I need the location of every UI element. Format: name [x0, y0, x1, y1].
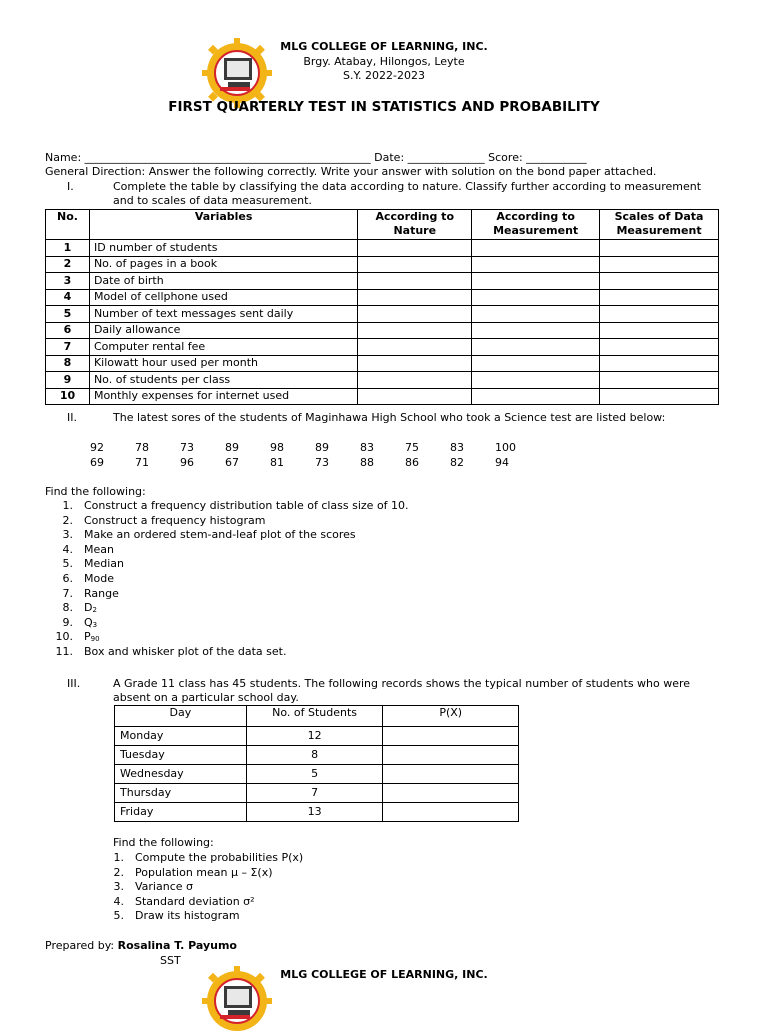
row-variable: Date of birth — [89, 273, 357, 290]
student-count-cell: 12 — [246, 727, 383, 746]
name-field: Name: ____________________________________________________ — [45, 151, 371, 164]
probability-answer-cell — [383, 727, 519, 746]
item-text — [84, 499, 409, 513]
row-number: 10 — [46, 388, 90, 405]
score-value: 98 — [270, 441, 284, 454]
nature-answer-cell — [358, 355, 472, 372]
score-value: 82 — [450, 456, 464, 469]
item-number: 2. — [113, 865, 124, 879]
day-cell: Friday — [115, 803, 247, 822]
day-cell: Wednesday — [115, 765, 247, 784]
item-text — [135, 895, 255, 909]
scores-row-2 — [90, 456, 540, 470]
item-label: Variance σ — [135, 880, 193, 894]
item-label: Standard deviation σ² — [135, 894, 255, 908]
nature-answer-cell — [358, 256, 472, 273]
item-label: Median — [84, 557, 125, 571]
table-row — [46, 322, 719, 339]
col-header-students: No. of Students — [246, 706, 383, 727]
score-value: 75 — [405, 441, 419, 454]
row-variable: Number of text messages sent daily — [89, 306, 357, 323]
part3-numeral: III. — [67, 677, 81, 690]
item-number: 3. — [113, 880, 124, 894]
row-number: 1 — [46, 240, 90, 257]
col-header-nature: According to Nature — [358, 210, 472, 240]
score-value: 83 — [450, 441, 464, 454]
scale-answer-cell — [600, 322, 719, 339]
table-row — [115, 746, 519, 765]
row-number: 2 — [46, 256, 90, 273]
general-direction: General Direction: Answer the following correctly. Write your answer with solution on the bond paper attached. — [45, 165, 657, 178]
item-subscript: 90 — [90, 635, 100, 644]
row-number: 4 — [46, 289, 90, 306]
part1-instruction-2: and to scales of data measurement. — [113, 194, 312, 207]
scale-answer-cell — [600, 273, 719, 290]
table-header-row — [46, 210, 719, 240]
item-number: 8. — [62, 601, 73, 615]
score-value: 73 — [180, 441, 194, 454]
student-count-cell: 8 — [246, 746, 383, 765]
preparer-position: SST — [160, 954, 181, 967]
score-field: Score: ___________ — [488, 151, 587, 164]
item-number: 4. — [62, 542, 73, 556]
table-row — [46, 372, 719, 389]
scale-answer-cell — [600, 256, 719, 273]
table-row — [46, 306, 719, 323]
item-text — [84, 528, 356, 542]
score-value: 94 — [495, 456, 509, 469]
probability-answer-cell — [383, 765, 519, 784]
item-label: Make an ordered stem-and-leaf plot of the scores — [84, 528, 356, 542]
item-number: 5. — [62, 557, 73, 571]
nature-answer-cell — [358, 306, 472, 323]
row-number: 3 — [46, 273, 90, 290]
table-row — [46, 339, 719, 356]
nature-answer-cell — [358, 372, 472, 389]
part2-numeral: II. — [67, 411, 77, 424]
absence-table — [114, 705, 519, 822]
table-row — [115, 765, 519, 784]
prepared-label: Prepared by: — [45, 939, 118, 952]
row-number: 9 — [46, 372, 90, 389]
measurement-answer-cell — [472, 273, 600, 290]
item-label: D — [84, 601, 93, 615]
part2-instruction: The latest sores of the students of Maginhawa High School who took a Science test are listed below: — [113, 411, 666, 424]
score-value: 92 — [90, 441, 104, 454]
col-header-scales: Scales of Data Measurement — [600, 210, 719, 240]
score-value: 88 — [360, 456, 374, 469]
page-title: FIRST QUARTERLY TEST IN STATISTICS AND PROBABILITY — [168, 99, 600, 115]
date-field: Date: ______________ — [374, 151, 485, 164]
probability-answer-cell — [383, 784, 519, 803]
table-header-row — [115, 706, 519, 727]
item-label: Compute the probabilities P(x) — [135, 851, 304, 864]
part3-find-label: Find the following: — [113, 836, 214, 849]
measurement-answer-cell — [472, 339, 600, 356]
student-count-cell: 5 — [246, 765, 383, 784]
item-label: Population mean μ – Σ(x) — [135, 865, 273, 879]
col-header-px: P(X) — [383, 706, 519, 727]
school-name-bottom: MLG COLLEGE OF LEARNING, INC. — [280, 968, 488, 981]
item-number: 4. — [113, 894, 124, 908]
score-value: 89 — [315, 441, 329, 454]
row-number: 5 — [46, 306, 90, 323]
table-row — [46, 273, 719, 290]
nature-answer-cell — [358, 289, 472, 306]
measurement-answer-cell — [472, 372, 600, 389]
item-label: P — [84, 630, 91, 644]
item-label: Draw its histogram — [135, 909, 240, 923]
school-name: MLG COLLEGE OF LEARNING, INC. — [280, 40, 488, 53]
item-number: 7. — [62, 586, 73, 600]
scale-answer-cell — [600, 388, 719, 405]
row-variable: Kilowatt hour used per month — [89, 355, 357, 372]
score-value: 69 — [90, 456, 104, 469]
item-number: 1. — [113, 851, 124, 864]
item-number: 3. — [62, 528, 73, 542]
score-value: 78 — [135, 441, 149, 454]
table-row — [46, 388, 719, 405]
score-value: 86 — [405, 456, 419, 469]
col-header-day: Day — [115, 706, 247, 727]
prepared-by — [45, 939, 237, 953]
part1-numeral: I. — [67, 180, 74, 193]
item-number: 11. — [55, 644, 73, 658]
item-label: Box and whisker plot of the data set. — [84, 644, 287, 658]
probability-answer-cell — [383, 746, 519, 765]
item-label: Q — [84, 615, 93, 629]
measurement-answer-cell — [472, 240, 600, 257]
row-variable: No. of pages in a book — [89, 256, 357, 273]
row-variable: ID number of students — [89, 240, 357, 257]
item-subscript: 3 — [92, 620, 98, 629]
item-text — [84, 543, 114, 557]
nature-answer-cell — [358, 388, 472, 405]
scale-answer-cell — [600, 240, 719, 257]
item-text — [84, 616, 97, 630]
item-number: 2. — [62, 513, 73, 527]
row-variable: No. of students per class — [89, 372, 357, 389]
student-count-cell: 7 — [246, 784, 383, 803]
table-row — [115, 803, 519, 822]
col-header-no: No. — [46, 210, 90, 240]
score-value: 67 — [225, 456, 239, 469]
table-row — [46, 355, 719, 372]
measurement-answer-cell — [472, 256, 600, 273]
item-number: 5. — [113, 909, 124, 923]
scores-row-1 — [90, 441, 540, 455]
scale-answer-cell — [600, 355, 719, 372]
row-variable: Model of cellphone used — [89, 289, 357, 306]
item-label: Mode — [84, 571, 114, 585]
scale-answer-cell — [600, 372, 719, 389]
item-number: 10. — [55, 630, 73, 644]
measurement-answer-cell — [472, 306, 600, 323]
item-text — [84, 601, 97, 615]
table-row — [46, 240, 719, 257]
item-number: 6. — [62, 571, 73, 585]
score-value: 89 — [225, 441, 239, 454]
nature-answer-cell — [358, 240, 472, 257]
preparer-name: Rosalina T. Payumo — [117, 939, 237, 952]
item-text — [135, 880, 193, 894]
measurement-answer-cell — [472, 388, 600, 405]
item-text — [84, 572, 114, 586]
score-value: 73 — [315, 456, 329, 469]
measurement-answer-cell — [472, 289, 600, 306]
item-label: Construct a frequency histogram — [84, 513, 266, 527]
row-number: 6 — [46, 322, 90, 339]
row-variable: Daily allowance — [89, 322, 357, 339]
part3-instruction-2: absent on a particular school day. — [113, 691, 299, 704]
item-subscript: 2 — [92, 606, 97, 615]
part3-instruction-1: A Grade 11 class has 45 students. The following records shows the typical number of students who were — [113, 677, 691, 690]
nature-answer-cell — [358, 322, 472, 339]
scale-answer-cell — [600, 289, 719, 306]
part1-instruction-1: Complete the table by classifying the data according to nature. Classify further according to measurement — [113, 180, 702, 193]
score-value: 100 — [495, 441, 516, 454]
item-text — [84, 514, 265, 528]
measurement-answer-cell — [472, 355, 600, 372]
item-text — [135, 909, 240, 923]
row-variable: Computer rental fee — [89, 339, 357, 356]
col-header-variables: Variables — [89, 210, 357, 240]
item-text — [84, 645, 286, 659]
nature-answer-cell — [358, 273, 472, 290]
table-row — [115, 727, 519, 746]
school-year: S.Y. 2022-2023 — [343, 69, 425, 82]
table-row — [115, 784, 519, 803]
row-variable: Monthly expenses for internet used — [89, 388, 357, 405]
name-line — [45, 151, 587, 165]
student-count-cell: 13 — [246, 803, 383, 822]
day-cell: Monday — [115, 727, 247, 746]
part2-find-label: Find the following: — [45, 485, 146, 498]
item-text — [84, 587, 119, 601]
item-number: 1. — [62, 499, 73, 512]
item-text — [84, 630, 100, 644]
probability-answer-cell — [383, 803, 519, 822]
table-row — [46, 256, 719, 273]
item-text — [135, 866, 273, 880]
item-label: Construct a frequency distribution table of class size of 10. — [84, 499, 409, 512]
item-number: 9. — [62, 615, 73, 629]
measurement-answer-cell — [472, 322, 600, 339]
item-label: Mean — [84, 542, 114, 556]
table-row — [46, 289, 719, 306]
score-value: 71 — [135, 456, 149, 469]
row-number: 8 — [46, 355, 90, 372]
item-label: Range — [84, 586, 119, 600]
classification-table — [45, 209, 719, 405]
scale-answer-cell — [600, 339, 719, 356]
school-address: Brgy. Atabay, Hilongos, Leyte — [303, 55, 465, 68]
score-value: 96 — [180, 456, 194, 469]
score-value: 83 — [360, 441, 374, 454]
item-text — [135, 851, 303, 865]
day-cell: Tuesday — [115, 746, 247, 765]
day-cell: Thursday — [115, 784, 247, 803]
scale-answer-cell — [600, 306, 719, 323]
nature-answer-cell — [358, 339, 472, 356]
item-text — [84, 557, 124, 571]
row-number: 7 — [46, 339, 90, 356]
col-header-measurement: According to Measurement — [472, 210, 600, 240]
score-value: 81 — [270, 456, 284, 469]
